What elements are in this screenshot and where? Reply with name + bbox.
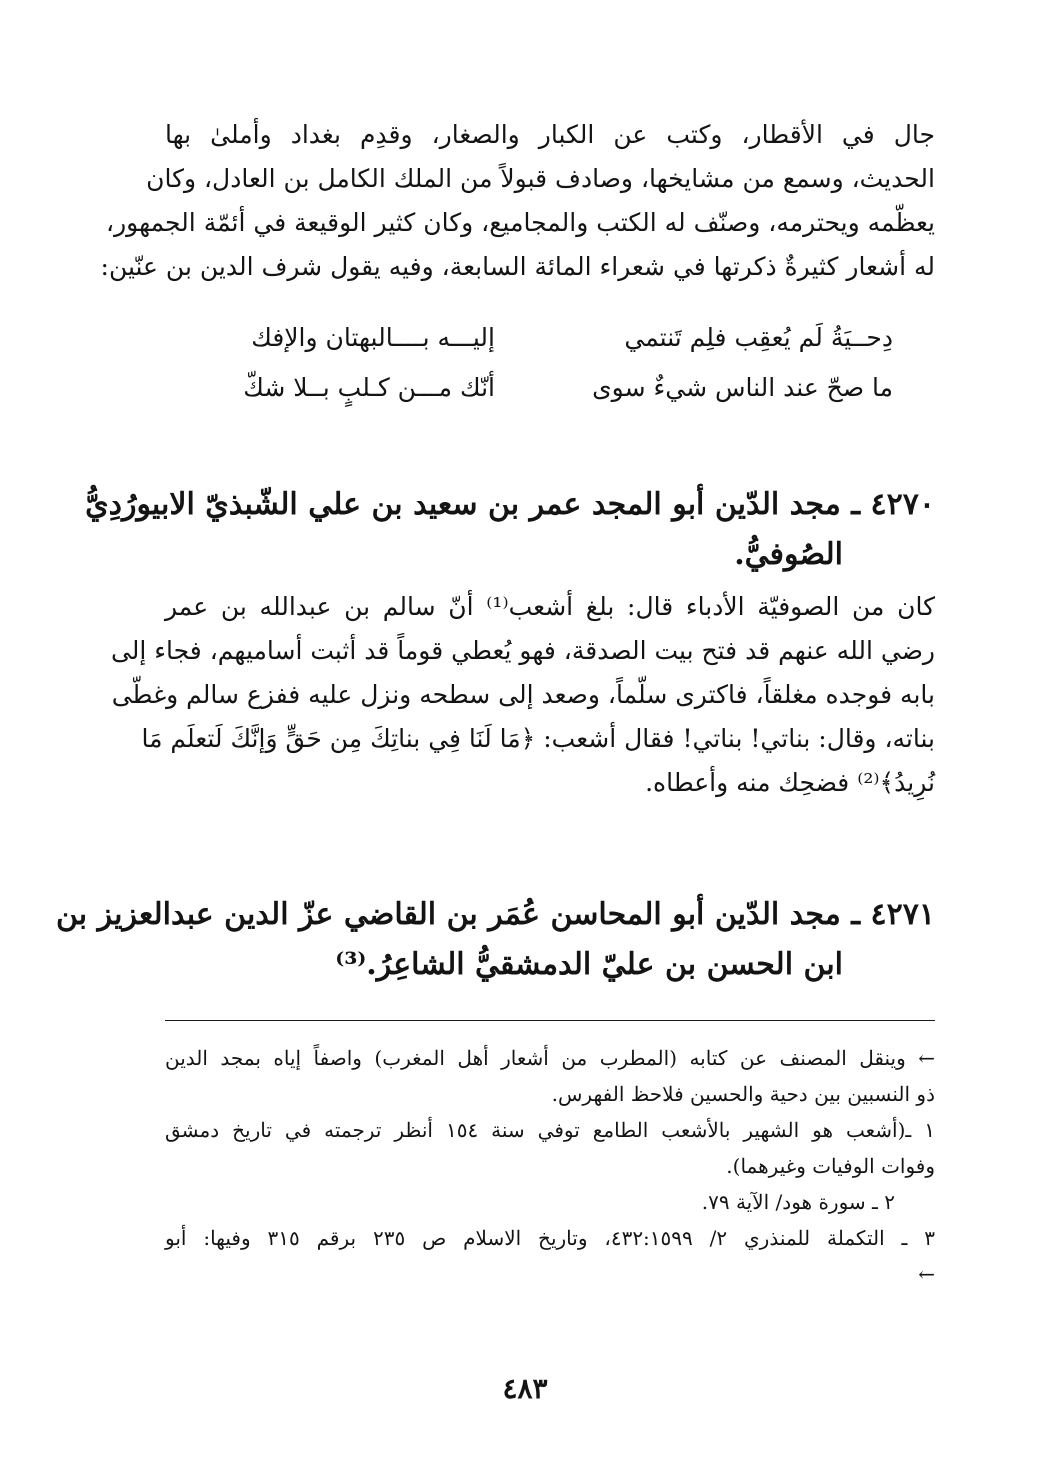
text-line: رضي الله عنهم قد فتح بيت الصدقة، فهو يُعطي قوماً قد أثبت أساميهم، فجاء إلى [110,636,935,665]
heading-line: ابن الحسن بن عليّ الدمشقيُّ الشاعِرُ.⁽³⁾ [335,947,843,982]
text-line: بناته، وقال: بناتي! بناتي! فقال أشعب: ﴿مَا لَنَا فِي بناتِكَ مِن حَقٍّ وَإنَّكَ لَتعلَم مَا [141,724,935,753]
poem-first-hemistich: ما صحّ عند الناس شيءٌ سوى [592,373,893,402]
footnote-line: وفوات الوفيات وغيرهما). [726,1154,935,1178]
entry-4270-body [110,585,935,805]
text-line: كان من الصوفيّة الأدباء قال: بلغ أشعب⁽¹⁾ أنّ سالم بن عبدالله بن عمر [165,592,935,621]
footnote-line: ← وينقل المصنف عن كتابه (المطرب من أشعار أهل المغرب) واصفاً إياه بمجد الدين [165,1046,935,1070]
heading-line: الصُوفيُّ. [734,537,843,572]
footnote-line: ٣ ـ التكملة للمنذري ٢/ ٤٣٢:١٥٩٩، وتاريخ الاسلام ص ٢٣٥ برقم ٣١٥ وفيها: أبو [165,1226,935,1250]
page-number: ٤٨٣ [502,1372,548,1405]
poem-verse [165,363,935,413]
poem [165,313,935,413]
poem-second-hemistich: أنّك مـــن كـلبٍ بــلا شكّ [243,373,495,402]
footnote-line: ١ ـ(أشعب هو الشهير بالأشعب الطامع توفي سنة ١٥٤ أنظر ترجمته في تاريخ دمشق [165,1118,936,1142]
text-line: جال في الأقطار، وكتب عن الكبار والصغار، وقدِم بغداد وأملىٰ بها [165,120,935,149]
poem-first-hemistich: دِحــيَةُ لَم يُعقِب فلِم تَنتمي [624,323,893,352]
heading-line: ٤٢٧٠ ـ مجد الدّين أبو المجد عمر بن سعيد بن علي الشّبذيّ الابيورُدِيُّ [85,487,935,522]
poem-second-hemistich: إليـــه بــــالبهتان والإفك [251,323,495,352]
entry-4270-heading [85,480,935,580]
entry-4271-heading [55,890,935,990]
heading-line: ٤٢٧١ ـ مجد الدّين أبو المحاسن عُمَر بن القاضي عزّ الدين عبدالعزيز بن [55,897,935,932]
paragraph-continuation [100,113,935,289]
poem-verse [165,313,935,363]
text-line: يعظّمه ويحترمه، وصنّف له الكتب والمجاميع، وكان كثير الوقيعة في أئمّة الجمهور، [106,208,935,237]
text-line: الحديث، وسمع من مشايخها، وصادف قبولاً من الملك الكامل بن العادل، وكان [146,164,935,193]
text-line: نُرِيدُ﴾⁽²⁾ فضحِك منه وأعطاه. [645,768,935,797]
text-line: له أشعار كثيرةٌ ذكرتها في شعراء المائة السابعة، وفيه يقول شرف الدين بن عنّين: [100,252,935,281]
footnote-divider [165,1020,935,1021]
footnotes [165,1040,935,1292]
footnote-line: ذو النسبين بين دحية والحسين فلاحظ الفهرس. [551,1082,935,1106]
text-line: بابه فوجده مغلقاً، فاكترى سلّماً، وصعد إلى سطحه ونزل عليه ففزع سالم وغطّى [111,680,935,709]
footnote-line: ٢ ـ سورة هود/ الآية ٧٩. [701,1190,895,1214]
continuation-arrow-icon: ← [918,1262,935,1286]
